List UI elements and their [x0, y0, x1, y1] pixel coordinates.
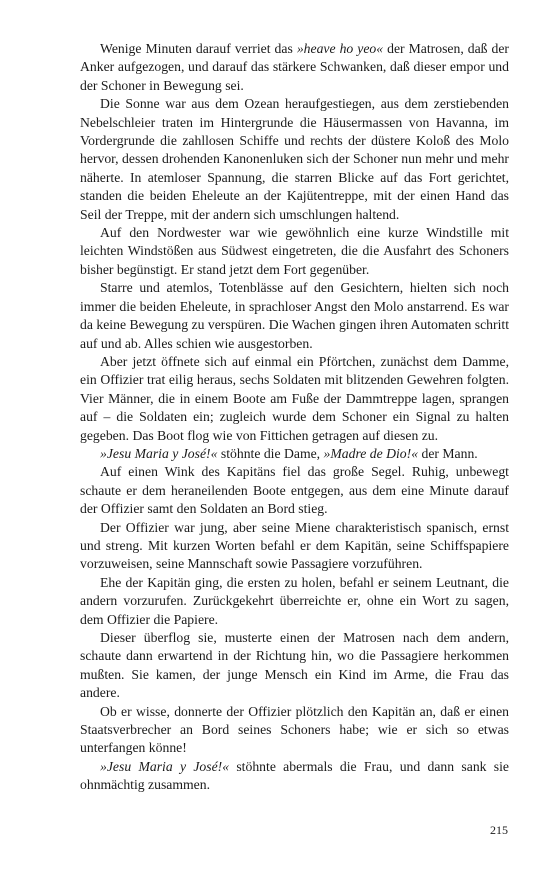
paragraph-2	[80, 95, 509, 224]
paragraph-12-text: stöhnte abermals die Frau, und dann sank sie ohnmächtig zusammen.	[80, 758, 509, 793]
paragraph-7	[80, 463, 509, 518]
paragraph-11	[80, 703, 509, 758]
paragraph-10-text: Dieser überflog sie, musterte einen der Matrosen nach dem andern, schaute dann erwartend in der Richtung hin, wo die Passagiere herkommen mußten. Sie kamen, der junge Mensch ein Kind im Arme, die Frau das andere.	[80, 630, 509, 701]
paragraph-1-quote: »heave ho yeo«	[296, 41, 384, 56]
paragraph-12	[80, 758, 509, 795]
paragraph-6-quote-dame: »Jesu Maria y José!«	[100, 445, 218, 461]
paragraph-6-quote-mann: »Madre de Dio!«	[323, 445, 419, 461]
paragraph-5-text: Aber jetzt öffnete sich auf einmal ein Pförtchen, zunächst dem Damme, ein Offizier trat eilig heraus, sechs Soldaten mit blitzenden Gewehren folgten. Vier Männer, die in einem Boote am Fuße der Dammtreppe lagen, sprangen auf – die Soldaten ein; zugleich wurde dem Schoner ein Signal zu halten gegeben. Das Boot flog wie von Fittichen getragen auf diesen zu.	[80, 353, 509, 443]
paragraph-7-text: Auf einen Wink des Kapitäns fiel das große Segel. Ruhig, unbewegt schaute er dem heraneilenden Boote entgegen, aus dem eine Minute darauf der Offizier samt den Soldaten an Bord stieg.	[80, 464, 509, 517]
paragraph-4	[80, 279, 509, 353]
paragraph-5	[80, 353, 509, 445]
paragraph-3-text: Auf den Nordwester war wie gewöhnlich eine kurze Windstille mit leichten Windstößen aus Südwest eingetreten, die die Ausfahrt des Schoners bisher begünstigt. Er stand jetzt dem Fort gegenüber.	[80, 225, 509, 277]
paragraph-8-text: Der Offizier war jung, aber seine Miene charakteristisch spanisch, ernst und streng. Mit kurzen Worten befahl er dem Kapitän, seine Schiffspapiere vorzuweisen, seine Mannschaft sowie Passagiere vorzuführen.	[80, 519, 509, 572]
paragraph-2-text: Die Sonne war aus dem Ozean heraufgestiegen, aus dem zerstiebenden Nebelschleier traten im Hintergrunde die Häusermassen von Havanna, im Vordergrunde die zahllosen Schiffe und rechts der düstere Koloß des Molo hervor, dessen drohenden Kanonenluken sich der Schoner nun mehr und mehr näherte. In atemloser Spannung, die starren Blicke auf das Fort gerichtet, standen die beiden Eheleute an der Kajütentreppe, mit der einen Hand das Seil der Treppe, mit der andern sich umschlungen haltend.	[80, 96, 509, 222]
book-page-body	[80, 40, 509, 795]
page-number: 215	[490, 823, 508, 837]
paragraph-12-quote: »Jesu Maria y José!«	[100, 758, 230, 774]
paragraph-3	[80, 224, 509, 279]
paragraph-1-text-end: der Matrosen, daß der Anker aufgezogen, und darauf das stärkere Schwanken, daß dieser empor und der Schoner in Bewegung sei.	[80, 41, 509, 93]
paragraph-6-text: stöhnte die Dame,	[217, 445, 324, 461]
paragraph-8	[80, 519, 509, 574]
paragraph-6	[80, 445, 509, 463]
paragraph-9	[80, 574, 509, 629]
paragraph-9-text: Ehe der Kapitän ging, die ersten zu holen, befahl er seinem Leutnant, die andern vorzurufen. Zurückgekehrt überreichte er, ohne ein Wort zu sagen, dem Offizier die Papiere.	[80, 574, 509, 627]
paragraph-10	[80, 629, 509, 703]
paragraph-1	[80, 40, 509, 95]
paragraph-4-text: Starre und atemlos, Totenblässe auf den Gesichtern, hielten sich noch immer die beiden Eheleute, in sprachloser Angst den Molo anstarrend. Es war da keine Bewegung zu verspüren. Die Wachen gingen ihren Automaten schritt auf und ab. Alles schien wie ausgestorben.	[80, 280, 509, 351]
paragraph-11-text: Ob er wisse, donnerte der Offizier plötzlich den Kapitän an, daß er einen Staatsverbrecher an Bord seines Schoners habe; wie er sich so etwas unterfangen könne!	[80, 703, 509, 756]
paragraph-1-text: Wenige Minuten darauf verriet das	[100, 41, 297, 56]
paragraph-6-text-end: der Mann.	[418, 445, 478, 461]
